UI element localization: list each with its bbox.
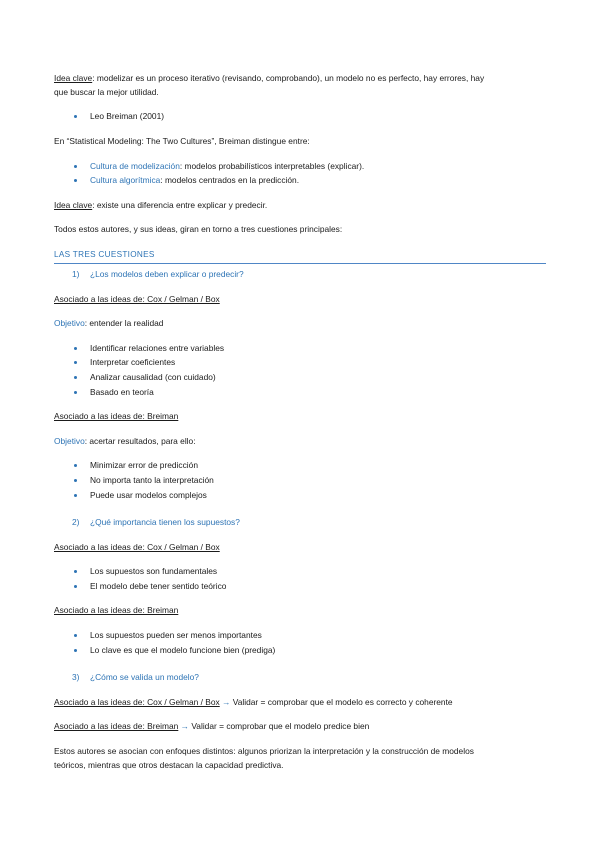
bullet-icon	[74, 347, 77, 350]
arrow-right-icon: →	[180, 721, 190, 731]
bullet-icon	[74, 464, 77, 467]
idea-clave-text: : modelizar es un proceso iterativo (revisando, comprobando), un modelo no es perfecto, hay errores, hay	[92, 73, 485, 83]
intro-paragraph: Todos estos autores, y sus ideas, giran en torno a tres cuestiones principales:	[54, 224, 343, 234]
bullet-icon	[74, 376, 77, 379]
bullet-icon	[74, 585, 77, 588]
bullet-icon	[74, 115, 77, 118]
question-1-heading: 1) ¿Los modelos deben explicar o predecir?	[72, 269, 244, 279]
closing-paragraph: Estos autores se asocian con enfoques distintos: algunos priorizan la interpretación y la construcción de modelos	[54, 746, 474, 756]
idea-clave-paragraph	[54, 73, 484, 84]
arrow-right-icon: →	[222, 697, 231, 707]
bullet-icon	[74, 391, 77, 394]
validation-line-breiman: Asociado a las ideas de: Breiman → Validar = comprobar que el modelo predice bien	[54, 721, 370, 731]
idea-clave-label: Idea clave	[54, 73, 93, 83]
bullet-icon	[74, 165, 77, 168]
bullet-icon	[74, 570, 77, 573]
question-2-heading: 2) ¿Qué importancia tienen los supuestos?	[72, 517, 240, 527]
question-3-heading: 3) ¿Cómo se valida un modelo?	[72, 672, 199, 682]
validation-line-cox: Asociado a las ideas de: Cox / Gelman / Box → Validar = comprobar que el modelo es correcto y coherente	[54, 697, 453, 707]
two-cultures-paragraph: En “Statistical Modeling: The Two Cultures”, Breiman distingue entre:	[54, 136, 310, 146]
idea-clave-paragraph-cont: que buscar la mejor utilidad.	[54, 87, 159, 97]
section-heading: LAS TRES CUESTIONES	[54, 249, 546, 264]
idea-clave-paragraph-2: Idea clave: existe una diferencia entre explicar y predecir.	[54, 200, 268, 210]
assoc-cox-heading: Asociado a las ideas de: Cox / Gelman / Box	[54, 542, 220, 552]
bullet-icon	[74, 494, 77, 497]
bullet-icon	[74, 634, 77, 637]
assoc-breiman-heading: Asociado a las ideas de: Breiman	[54, 605, 179, 615]
objetivo-1: Objetivo: entender la realidad	[54, 318, 164, 328]
closing-paragraph-cont: teóricos, mientras que otros destacan la capacidad predictiva.	[54, 760, 284, 770]
assoc-breiman-heading: Asociado a las ideas de: Breiman	[54, 411, 179, 421]
bullet-icon	[74, 179, 77, 182]
bullet-icon	[74, 649, 77, 652]
bullet-icon	[74, 361, 77, 364]
assoc-cox-heading: Asociado a las ideas de: Cox / Gelman / Box	[54, 294, 220, 304]
bullet-icon	[74, 479, 77, 482]
objetivo-2: Objetivo: acertar resultados, para ello:	[54, 436, 196, 446]
